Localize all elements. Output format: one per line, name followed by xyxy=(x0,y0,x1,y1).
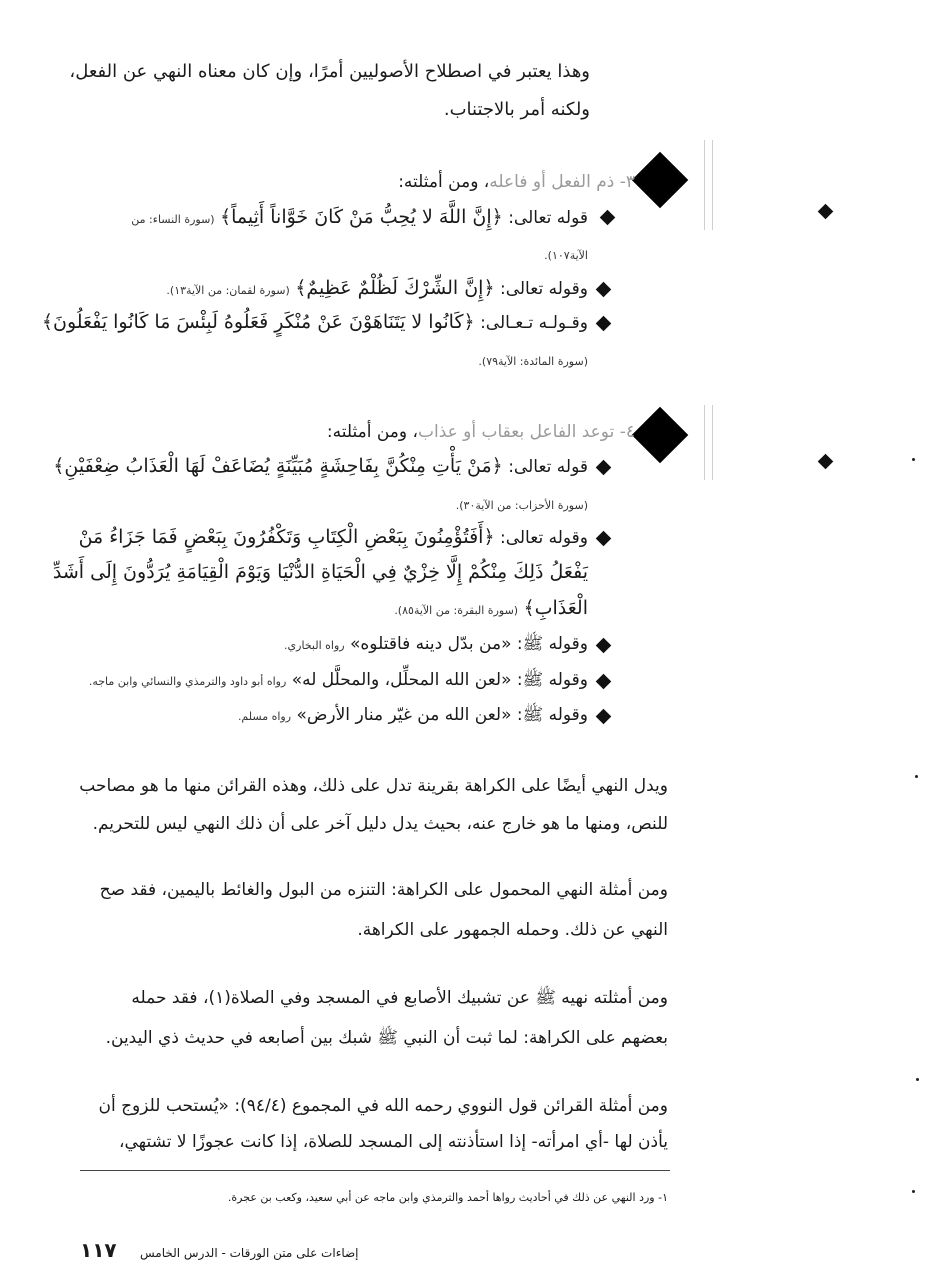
section3-item-3-ref: (سورة المائدة: الآية٧٩). xyxy=(478,355,588,368)
section3-item-2 xyxy=(166,276,588,303)
footnote: ١- ورد النهي عن ذلك في أحاديث رواها أحمد والترمذي وابن ماجه عن أبي سعيد، وكعب بن عجرة. xyxy=(227,1191,668,1204)
quran-verse: ﴿مَنْ يَأْتِ مِنْكُنَّ بِفَاحِشَةٍ مُبَيِّنَةٍ يُضَاعَفْ لَهَا الْعَذَابُ ضِعْفَيْنِ﴾ xyxy=(53,455,503,477)
section4-item-1 xyxy=(53,454,588,479)
hadith-text: «لعن الله من غيّر منار الأرض» xyxy=(296,705,512,725)
section4-item-2 xyxy=(79,525,588,550)
section-diamond-icon xyxy=(632,407,689,464)
section3-item-1 xyxy=(131,205,588,232)
paragraph-2-line-1: ومن أمثلة النهي المحمول على الكراهة: التنزه من البول والغائط باليمين، فقد صح xyxy=(99,880,668,900)
section-diamond-icon xyxy=(632,152,689,209)
bullet-icon xyxy=(596,531,612,547)
quran-verse: ﴿إِنَّ الشِّرْكَ لَظُلْمٌ عَظِيمٌ﴾ xyxy=(295,277,495,299)
footnote-separator xyxy=(80,1170,670,1171)
verse-reference: (سورة البقرة: من الآية٨٥). xyxy=(394,604,519,617)
section3-item-1-ref2: الآية١٠٧). xyxy=(544,249,588,262)
section4-item-4 xyxy=(89,668,588,694)
paragraph-1-line-2: للنص، ومنها ما هو خارج عنه، بحيث يدل دليل آخر على أن ذلك النهي ليس للتحريم. xyxy=(92,814,668,834)
bullet-icon xyxy=(600,210,616,226)
margin-rule xyxy=(704,140,705,230)
margin-rule xyxy=(712,405,713,480)
hadith-reference: رواه أبو داود والترمذي والنسائي وابن ماجه. xyxy=(88,675,287,688)
bullet-icon xyxy=(596,709,612,725)
paragraph-4-line-1: ومن أمثلة القرائن قول النووي رحمه الله في المجموع (٩٤/٤): «يُستحب للزوج أن xyxy=(98,1096,668,1116)
quran-verse: ﴿كَانُوا لا يَتَنَاهَوْنَ عَنْ مُنْكَرٍ فَعَلُوهُ لَبِئْسَ مَا كَانُوا يَفْعَلُونَ﴾ xyxy=(41,311,475,333)
item-lead: وقـولـه تـعـالى: xyxy=(480,313,588,333)
section3-heading-faded: ٣- ذم الفعل أو فاعله xyxy=(489,172,635,192)
quran-verse: ﴿أَفَتُؤْمِنُونَ بِبَعْضِ الْكِتَابِ وَتَكْفُرُونَ بِبَعْضٍ فَمَا جَزَاءُ مَنْ xyxy=(78,526,495,548)
section4-item-2-line3 xyxy=(394,596,588,623)
paragraph-3-line-1: ومن أمثلته نهيه ﷺ عن تشبيك الأصابع في المسجد وفي الصلاة(١)، فقد حمله xyxy=(131,988,668,1008)
section4-heading-faded: ٤- توعد الفاعل بعقاب أو عذاب xyxy=(417,422,635,442)
quran-verse: الْعَذَابِ﴾ xyxy=(523,597,588,619)
paragraph-4-line-2: يأذن لها -أي امرأته- إذا استأذنته إلى المسجد للصلاة، إذا كانت عجوزًا لا تشتهي، xyxy=(118,1132,668,1152)
section4-heading-rest: ، ومن أمثلته: xyxy=(326,422,418,442)
section4-item-3 xyxy=(284,632,588,658)
paragraph-3-line-2: بعضهم على الكراهة: لما ثبت أن النبي ﷺ شبك بين أصابعه في حديث ذي اليدين. xyxy=(105,1028,668,1048)
item-lead: قوله تعالى: xyxy=(508,208,588,228)
verse-reference: (سورة لقمان: من الآية١٣). xyxy=(166,284,290,297)
running-title: إضاءات على متن الورقات - الدرس الخامس xyxy=(140,1246,359,1260)
item-lead: وقوله ﷺ: xyxy=(516,670,588,690)
section4-item-1-ref: (سورة الأحزاب: من الآية٣٠). xyxy=(455,499,588,512)
margin-diamond-icon xyxy=(818,454,834,470)
bullet-icon xyxy=(596,316,612,332)
hadith-text: «لعن الله المحلِّل، والمحلَّل له» xyxy=(291,670,512,690)
paragraph-1-line-1: ويدل النهي أيضًا على الكراهة بقرينة تدل على ذلك، وهذه القرائن منها ما هو مصاحب xyxy=(79,776,668,796)
intro-line-2: ولكنه أمر بالاجتناب. xyxy=(443,99,590,120)
section4-item-5 xyxy=(238,703,588,729)
section3-heading xyxy=(398,170,635,194)
item-lead: قوله تعالى: xyxy=(508,457,588,477)
margin-speck xyxy=(916,1078,919,1081)
margin-speck xyxy=(912,458,915,461)
verse-reference: (سورة النساء: من xyxy=(131,213,215,226)
section3-heading-rest: ، ومن أمثلته: xyxy=(398,172,490,192)
item-lead: وقوله تعالى: xyxy=(499,279,588,299)
section3-item-3 xyxy=(42,310,588,335)
section4-heading xyxy=(327,420,635,444)
margin-speck xyxy=(912,1190,915,1193)
paragraph-2-line-2: النهي عن ذلك. وحمله الجمهور على الكراهة. xyxy=(357,920,668,940)
hadith-reference: رواه البخاري. xyxy=(284,639,345,652)
margin-speck xyxy=(915,775,918,778)
hadith-reference: رواه مسلم. xyxy=(237,710,292,723)
bullet-icon xyxy=(596,674,612,690)
page-number: ١١٧ xyxy=(80,1238,117,1262)
margin-rule xyxy=(704,405,705,480)
bullet-icon xyxy=(596,282,612,298)
item-lead: وقوله تعالى: xyxy=(499,528,588,548)
margin-diamond-icon xyxy=(818,204,834,220)
item-lead: وقوله ﷺ: xyxy=(516,634,588,654)
margin-rule xyxy=(712,140,713,230)
bullet-icon xyxy=(596,638,612,654)
bullet-icon xyxy=(596,460,612,476)
item-lead: وقوله ﷺ: xyxy=(516,705,588,725)
intro-line-1: وهذا يعتبر في اصطلاح الأصوليين أمرًا، وإن كان معناه النهي عن الفعل، xyxy=(69,61,590,82)
hadith-text: «من بدّل دينه فاقتلوه» xyxy=(350,634,512,654)
section4-item-2-line2: يَفْعَلُ ذَلِكَ مِنْكُمْ إِلَّا خِزْيٌ فِي الْحَيَاةِ الدُّنْيَا وَيَوْمَ الْقِيَامَةِ يُرَدُّونَ إِلَى أَشَدِّ xyxy=(52,561,588,583)
quran-verse: ﴿إِنَّ اللَّهَ لا يُحِبُّ مَنْ كَانَ خَوَّاناً أَثِيماً﴾ xyxy=(220,206,503,228)
